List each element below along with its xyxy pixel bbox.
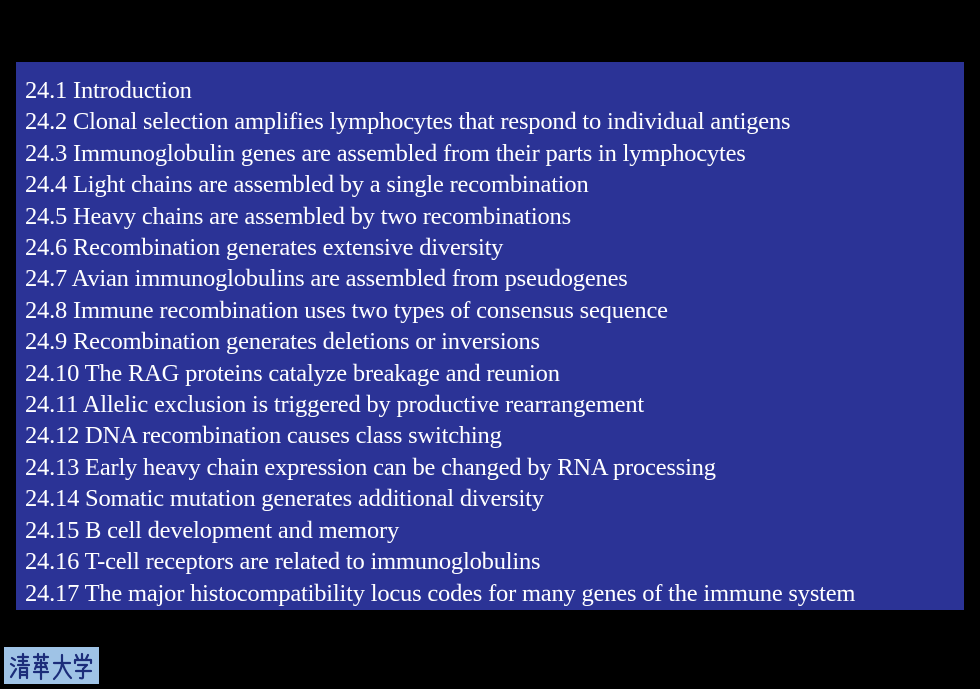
- toc-item-24-11: 24.11 Allelic exclusion is triggered by productive rearrangement: [25, 391, 645, 419]
- toc-item-24-12: 24.12 DNA recombination causes class switching: [25, 422, 502, 450]
- tsinghua-calligraphy-icon: [8, 651, 96, 681]
- tsinghua-logo: [4, 647, 99, 684]
- toc-item-24-16: 24.16 T-cell receptors are related to immunoglobulins: [25, 548, 541, 576]
- toc-item-24-14: 24.14 Somatic mutation generates additional diversity: [25, 485, 544, 513]
- toc-item-24-2: 24.2 Clonal selection amplifies lymphocytes that respond to individual antigens: [25, 108, 791, 136]
- toc-item-24-1: 24.1 Introduction: [25, 77, 192, 104]
- toc-item-24-9: 24.9 Recombination generates deletions or inversions: [25, 328, 540, 356]
- toc-item-24-6: 24.6 Recombination generates extensive diversity: [25, 234, 504, 262]
- toc-item-24-8: 24.8 Immune recombination uses two types of consensus sequence: [25, 296, 668, 324]
- toc-box: [16, 62, 964, 610]
- toc-item-24-5: 24.5 Heavy chains are assembled by two recombinations: [25, 202, 571, 230]
- toc-item-24-3: 24.3 Immunoglobulin genes are assembled from their parts in lymphocytes: [25, 139, 746, 167]
- toc-list: [25, 75, 964, 609]
- toc-item-24-4: 24.4 Light chains are assembled by a single recombination: [25, 171, 589, 199]
- toc-item-24-10: 24.10 The RAG proteins catalyze breakage and reunion: [25, 359, 560, 387]
- toc-item-24-7: 24.7 Avian immunoglobulins are assembled from pseudogenes: [25, 265, 628, 293]
- toc-item-24-17: 24.17 The major histocompatibility locus codes for many genes of the immune system: [25, 579, 856, 607]
- toc-item-24-13: 24.13 Early heavy chain expression can be changed by RNA processing: [25, 453, 716, 481]
- toc-item-24-15: 24.15 B cell development and memory: [25, 516, 400, 544]
